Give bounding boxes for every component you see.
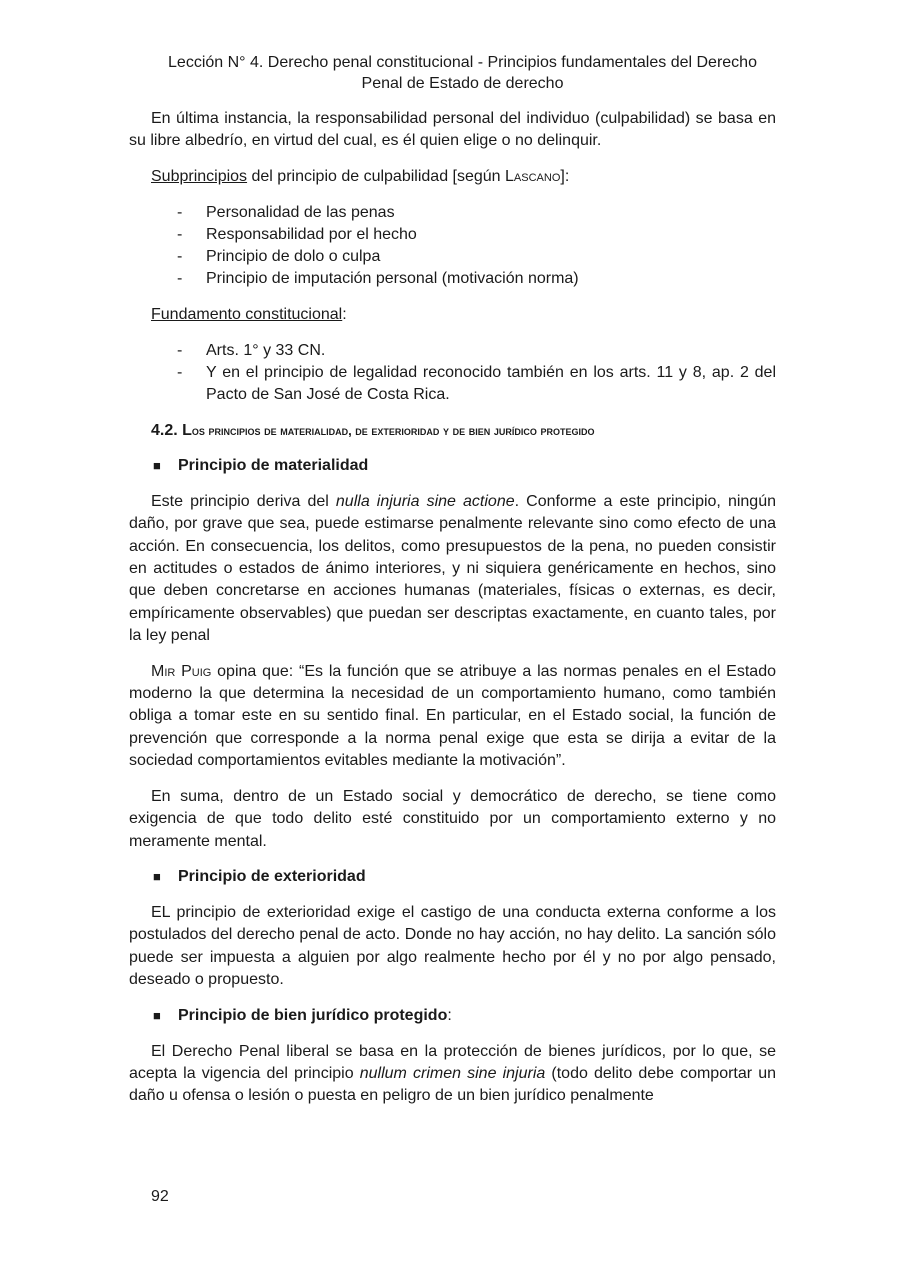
square-bullet-icon: ■: [153, 457, 161, 473]
heading-exterioridad: [129, 866, 776, 888]
text-run: El Derecho Penal liberal se basa en la protección de bienes jurídicos, por lo que, se acepta la vigencia del principio: [129, 1042, 776, 1082]
author-lascano: Lascano: [505, 167, 561, 185]
subprincipios-intro: [129, 166, 776, 188]
list-item: - Principio de imputación personal (motivación norma): [177, 268, 776, 290]
subprincipios-text: del principio de culpabilidad [según: [247, 167, 506, 185]
heading-materialidad: [129, 455, 776, 477]
fundamento-intro: [129, 304, 776, 326]
paragraph-materialidad-1: [129, 491, 776, 648]
heading-text: Principio de exterioridad: [178, 867, 366, 885]
section-heading: [129, 420, 776, 442]
paragraph-materialidad-2: [129, 661, 776, 773]
fundamento-label: Fundamento constitucional: [151, 305, 343, 323]
document-page: [129, 52, 776, 1108]
fundamento-list: [129, 340, 776, 406]
author-mir-puig: Mir Puig: [151, 662, 212, 680]
text-run: . Conforme a este principio, ningún daño, por grave que sea, puede estimarse penalmente relevante sino como efecto de una acción. En consecuencia, los delitos, como presupuestos de la pena, no pueden consistir en actitudes o estados de ánimo interiores, y ni siquiera genéricamente en hechos, sino que deben concretarse en acciones humanas (materiales, físicas o externas, es decir, empíricamente observables) que puedan ser descriptas exactamente, en cuanto tales, por la ley penal: [129, 492, 777, 645]
square-bullet-icon: ■: [153, 868, 161, 884]
list-item: - Y en el principio de legalidad reconocido también en los arts. 11 y 8, ap. 2 del Pacto de San José de Costa Rica.: [177, 362, 776, 406]
section-title: os principios de materialidad, de exterioridad y de bien jurídico protegido: [191, 422, 595, 438]
list-item: - Personalidad de las penas: [177, 202, 776, 224]
latin-phrase: nulla injuria sine actione: [335, 492, 515, 510]
text-run: opina que: “Es la función que se atribuye a las normas penales en el Estado moderno la que determina la necesidad de un comportamiento humano, como también obliga a tomar este en su sentido final. En particular, en el Estado social, la función de prevención que corresponde a la norma penal exige que esta se dirija a evitar de la sociedad comportamientos evitables mediante la motivación”.: [129, 662, 776, 770]
list-item: - Principio de dolo o culpa: [177, 246, 776, 268]
running-header: [129, 52, 776, 94]
list-item: - Arts. 1° y 33 CN.: [177, 340, 776, 362]
header-line-1: Lección N° 4. Derecho penal constitucional - Principios fundamentales del Derecho: [168, 54, 757, 71]
paragraph-materialidad-3: En suma, dentro de un Estado social y democrático de derecho, se tiene como exigencia de que todo delito esté constituido por un comportamiento externo y no meramente mental.: [129, 787, 776, 850]
list-item: - Responsabilidad por el hecho: [177, 224, 776, 246]
subprincipios-list: [129, 202, 776, 290]
heading-colon: :: [447, 1006, 452, 1024]
square-bullet-icon: ■: [153, 1007, 161, 1023]
fundamento-end: :: [342, 305, 347, 323]
header-line-2: Penal de Estado de derecho: [361, 75, 564, 92]
paragraph-culpabilidad: En última instancia, la responsabilidad personal del individuo (culpabilidad) se basa en su libre albedrío, en virtud del cual, es él quien elige o no delinquir.: [129, 110, 776, 150]
text-run: (todo delito debe comportar un daño u ofensa o lesión o puesta en peligro de un bien jurídico penalmente: [129, 1064, 777, 1105]
text-run: Este principio deriva del: [151, 492, 336, 510]
subprincipios-label: Subprincipios: [151, 167, 248, 185]
subprincipios-end: ]:: [560, 167, 570, 185]
latin-phrase: nullum crimen sine injuria: [359, 1064, 546, 1082]
paragraph-bien-juridico: [129, 1041, 776, 1108]
section-number: 4.2. L: [151, 421, 192, 439]
heading-bien-juridico: [129, 1005, 776, 1027]
heading-text: Principio de bien jurídico protegido: [178, 1006, 448, 1024]
heading-text: Principio de materialidad: [178, 456, 369, 474]
page-number: 92: [151, 1188, 169, 1205]
paragraph-exterioridad: EL principio de exterioridad exige el castigo de una conducta externa conforme a los postulados del derecho penal de acto. Donde no hay acción, no hay delito. La sanción sólo puede ser impuesta a alguien por algo realmente hecho por él y no por algo pensado, deseado o propuesto.: [129, 903, 776, 989]
